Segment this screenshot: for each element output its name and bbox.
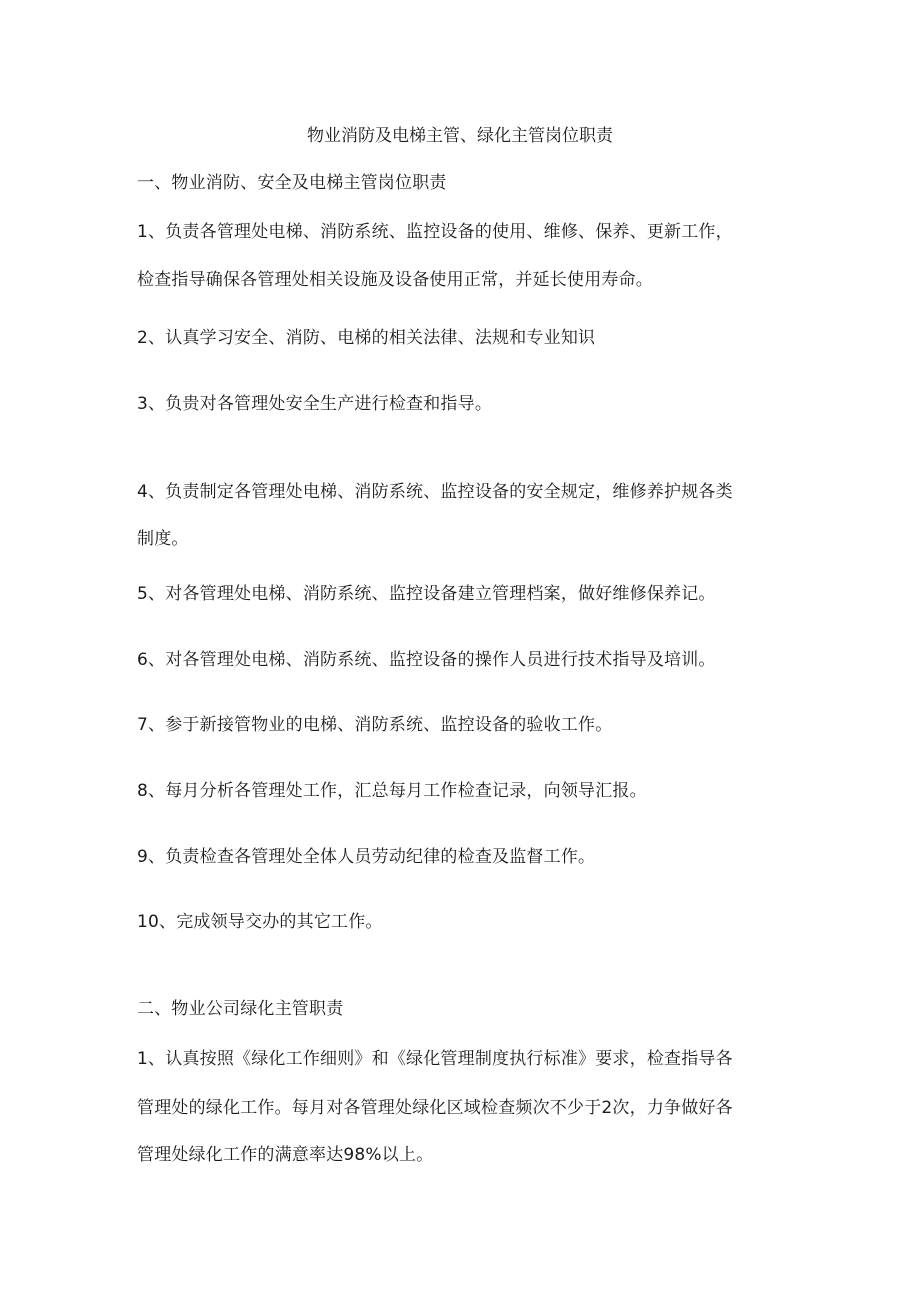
paragraph-line: 1、负责各管理处电梯、消防系统、监控设备的使用、维修、保养、更新工作， [137,222,733,242]
paragraph-line: 5、对各管理处电梯、消防系统、监控设备建立管理档案，做好维修保养记。 [137,584,716,604]
paragraph-line: 6、对各管理处电梯、消防系统、监控设备的操作人员进行技术指导及培训。 [137,650,716,670]
paragraph-line: 4、负责制定各管理处电梯、消防系统、监控设备的安全规定，维修养护规各类 [137,482,733,502]
paragraph-line: 检查指导确保各管理处相关设施及设备使用正常，并延长使用寿命。 [137,270,653,290]
paragraph-line: 3、负贵对各管理处安全生产进行检查和指导。 [137,394,493,414]
paragraph-line: 7、参于新接管物业的电梯、消防系统、监控设备的验收工作。 [137,715,613,735]
paragraph-line: 2、认真学习安全、消防、电梯的相关法律、法规和专业知识 [137,328,596,348]
paragraph-line: 1、认真按照《绿化工作细则》和《绿化管理制度执行标准》要求，检查指导各 [137,1049,733,1069]
document-title: 物业消防及电梯主管、绿化主管岗位职责 [307,126,613,146]
paragraph-line: 10、完成领导交办的其它工作。 [137,912,383,932]
paragraph-line: 管理处绿化工作的满意率达98%以上。 [137,1145,434,1165]
section-heading-1: 一、物业消防、安全及电梯主管岗位职责 [137,173,447,193]
paragraph-line: 8、每月分析各管理处工作，汇总每月工作检查记录，向领导汇报。 [137,781,647,801]
section-heading-2: 二、物业公司绿化主管职责 [137,999,344,1019]
paragraph-line: 9、负责检查各管理处全体人员劳动纪律的检查及监督工作。 [137,847,596,867]
paragraph-line: 制度。 [137,529,189,549]
paragraph-line: 管理处的绿化工作。每月对各管理处绿化区域检查频次不少于2次，力争做好各 [137,1098,733,1118]
